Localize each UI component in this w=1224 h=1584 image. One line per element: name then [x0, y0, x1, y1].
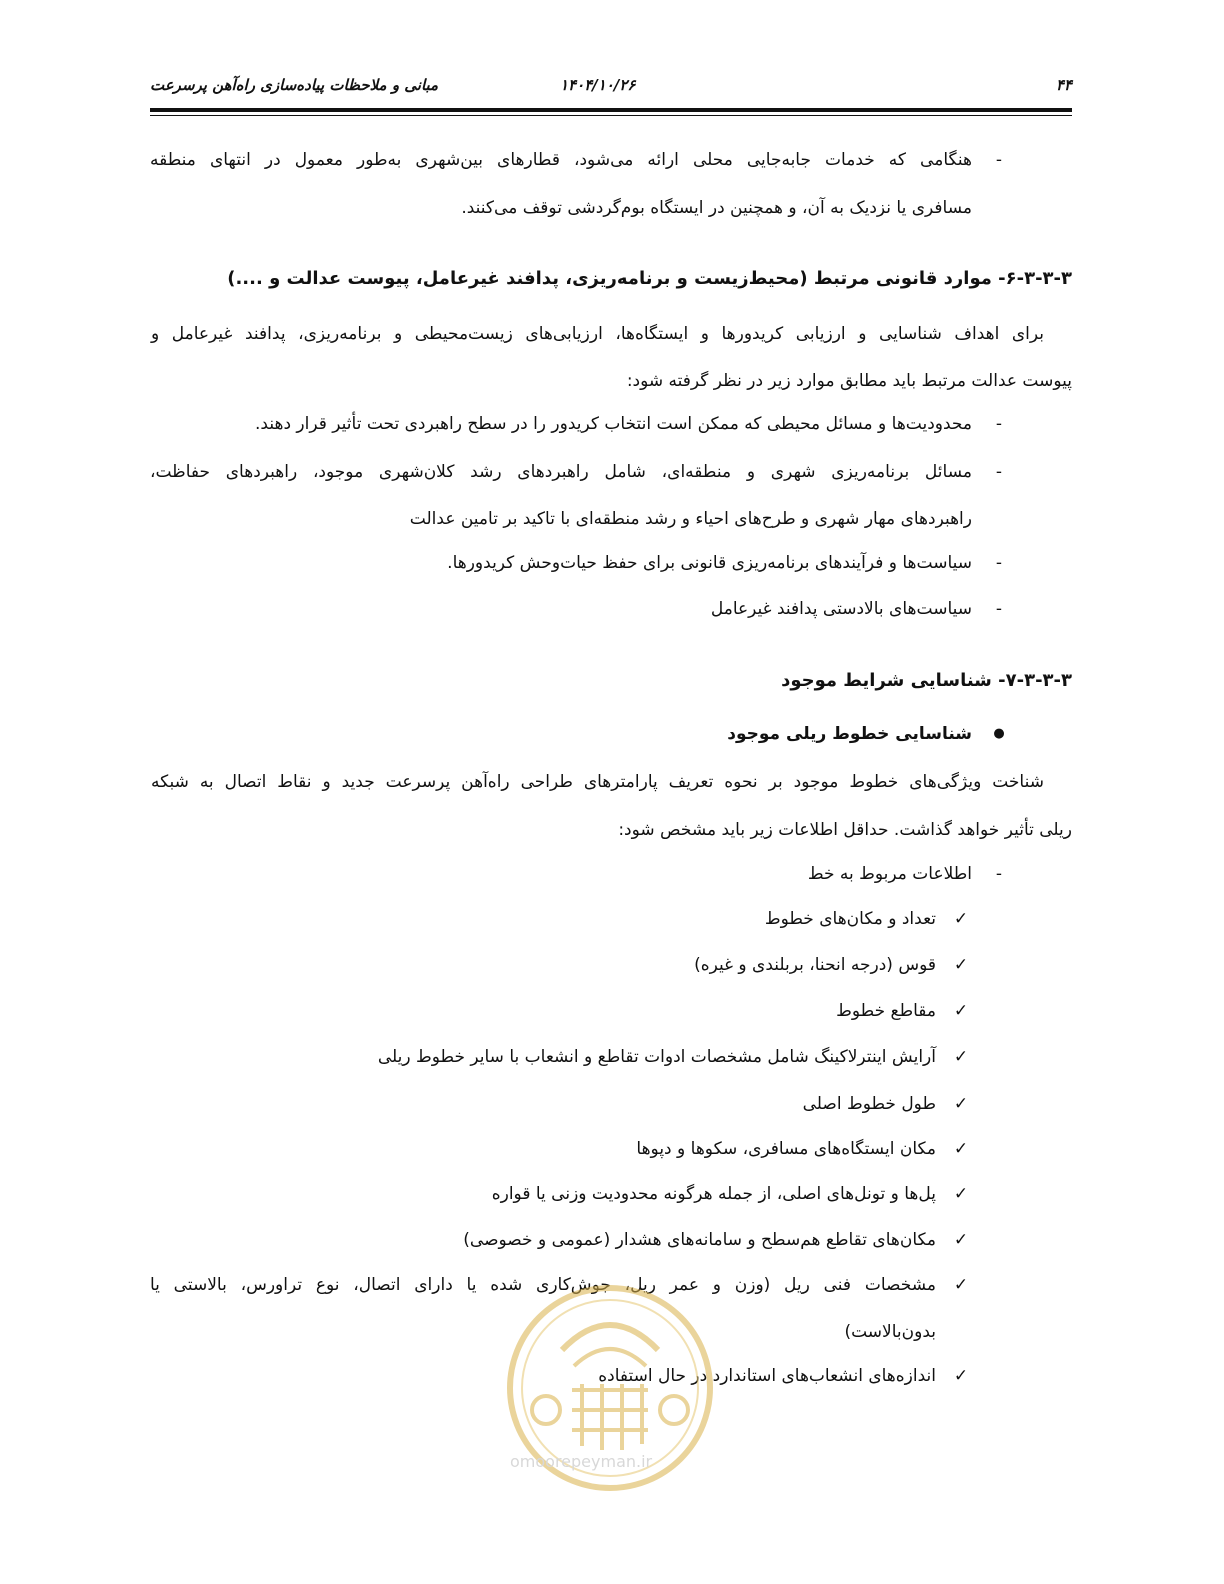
section-6-para-line-1: برای اهداف شناسایی و ارزیابی کریدورها و ایستگاه‌ها، ارزیابی‌های زیست‌محیطی و برنامه‌ریزی، پدافند غیرعامل و — [151, 324, 1044, 344]
intro-bullet-line-2: مسافری یا نزدیک به آن، و همچنین در ایستگاه بوم‌گردشی توقف می‌کنند. — [461, 198, 972, 218]
section-6-title: موارد قانونی مرتبط (محیط‌زیست و برنامه‌ریزی، پدافند غیرعامل، پیوست عدالت و ....) — [227, 268, 992, 289]
check-item: مکان ایستگاه‌های مسافری، سکوها و دپوها — [636, 1139, 936, 1159]
section-6-item: سیاست‌های بالادستی پدافند غیرعامل — [710, 599, 972, 619]
check-icon: ✓ — [953, 1047, 969, 1067]
page-number: ۴۴ — [1055, 76, 1072, 94]
dash-marker: - — [995, 599, 1003, 619]
check-item: مکان‌های تقاطع هم‌سطح و سامانه‌های هشدار (عمومی و خصوصی) — [463, 1230, 936, 1250]
section-6-item-continuation: راهبردهای مهار شهری و طرح‌های احیاء و رشد منطقه‌ای با تاکید بر تامین عدالت — [409, 509, 972, 529]
check-item: آرایش اینترلاکینگ شامل مشخصات ادوات تقاطع و انشعاب با سایر خطوط ریلی — [377, 1047, 936, 1067]
check-icon: ✓ — [953, 1230, 969, 1250]
check-icon: ✓ — [953, 1275, 969, 1295]
check-item: قوس (درجه انحنا، بربلندی و غیره) — [694, 955, 936, 975]
check-item: مقاطع خطوط — [836, 1001, 936, 1021]
section-7-para-line-2: ریلی تأثیر خواهد گذاشت. حداقل اطلاعات زیر باید مشخص شود: — [618, 820, 1072, 840]
header-date: ۱۴۰۴/۱۰/۲۶ — [560, 76, 636, 94]
check-icon: ✓ — [953, 1094, 969, 1114]
check-item: اندازه‌های انشعاب‌های استاندارد در حال استفاده — [598, 1366, 936, 1386]
section-6-heading — [227, 266, 1072, 292]
section-6-para-line-2: پیوست عدالت مرتبط باید مطابق موارد زیر در نظر گرفته شود: — [626, 371, 1072, 391]
check-icon: ✓ — [953, 1184, 969, 1204]
section-6-item: سیاست‌ها و فرآیندهای برنامه‌ریزی قانونی برای حفظ حیات‌وحش کریدورها. — [447, 553, 972, 573]
dash-marker: - — [995, 150, 1003, 170]
check-icon: ✓ — [953, 1139, 969, 1159]
section-6-item: محدودیت‌ها و مسائل محیطی که ممکن است انتخاب کریدور را در سطح راهبردی تحت تأثیر قرار دهند. — [255, 414, 972, 434]
section-7-para-line-1: شناخت ویژگی‌های خطوط موجود بر نحوه تعریف پارامترهای طراحی راه‌آهن پرسرعت جدید و نقاط اتصال به شبکه — [151, 772, 1044, 792]
intro-bullet-line-1: هنگامی که خدمات جابه‌جایی محلی ارائه می‌شود، قطارهای بین‌شهری به‌طور معمول در انتهای منطقه — [150, 150, 972, 170]
page-header — [150, 76, 1072, 100]
check-icon: ✓ — [953, 909, 969, 929]
section-7-heading — [781, 668, 1072, 694]
section-7-number: ۷-۳-۳-۳- — [998, 670, 1072, 691]
section-7-dash-item: اطلاعات مربوط به خط — [807, 864, 972, 884]
dash-marker: - — [995, 864, 1003, 884]
check-item: طول خطوط اصلی — [802, 1094, 936, 1114]
header-rule-thick — [150, 108, 1072, 112]
check-icon: ✓ — [953, 1366, 969, 1386]
section-7-title: شناسایی شرایط موجود — [781, 670, 992, 691]
dash-marker: - — [995, 462, 1003, 482]
section-7-bullet-heading: شناسایی خطوط ریلی موجود — [727, 724, 972, 744]
section-6-number: ۶-۳-۳-۳- — [998, 268, 1072, 289]
check-item: پل‌ها و تونل‌های اصلی، از جمله هرگونه محدودیت وزنی یا قواره — [491, 1184, 936, 1204]
bullet-marker: ● — [993, 726, 1005, 741]
check-item: مشخصات فنی ریل (وزن و عمر ریل، جوش‌کاری شده یا دارای اتصال، نوع تراورس، بالاستی یا — [150, 1275, 936, 1295]
header-title: مبانی و ملاحظات پیاده‌سازی راه‌آهن پرسرعت — [150, 76, 439, 94]
dash-marker: - — [995, 553, 1003, 573]
header-rule-thin — [150, 115, 1072, 116]
check-icon: ✓ — [953, 955, 969, 975]
watermark-url: omoorepeyman.ir — [510, 1452, 653, 1471]
dash-marker: - — [995, 414, 1003, 434]
check-item-continuation: بدون‌بالاست) — [844, 1322, 936, 1342]
section-6-item: مسائل برنامه‌ریزی شهری و منطقه‌ای، شامل راهبردهای رشد کلان‌شهری موجود، راهبردهای حفاظت، — [150, 462, 972, 482]
check-icon: ✓ — [953, 1001, 969, 1021]
check-item: تعداد و مکان‌های خطوط — [764, 909, 936, 929]
